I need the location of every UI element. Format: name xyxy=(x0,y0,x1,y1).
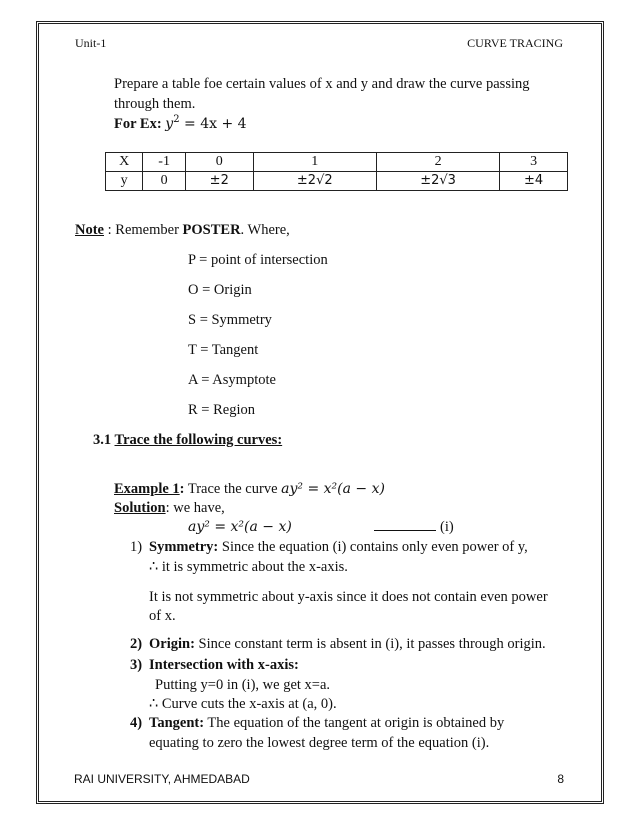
step-2-line: Origin: Since constant term is absent in (i), it passes through origin. xyxy=(149,636,546,652)
step-1-line: Symmetry: Since the equation (i) contains only even power of y, xyxy=(149,539,528,555)
solution-label: Solution xyxy=(114,500,166,516)
values-table xyxy=(105,152,568,191)
table-cell: ±2√3 xyxy=(376,172,499,191)
solution-line: Solution: we have, xyxy=(114,500,225,516)
step-2-number: 2) xyxy=(130,636,143,652)
step-4-line: Tangent: The equation of the tangent at origin is obtained by xyxy=(149,715,505,731)
table-cell: ±4 xyxy=(500,172,568,191)
intro-line-1: Prepare a table foe certain values of x and y and draw the curve passing xyxy=(114,76,530,92)
table-cell: 1 xyxy=(253,153,376,172)
example-line: Example 1: Trace the curve ay² = x²(a − x) xyxy=(114,481,385,497)
example-equation: ay² = x²(a − x) xyxy=(281,481,385,497)
step-1-conclusion: ∴ it is symmetric about the x-axis. xyxy=(149,559,348,575)
poster-item-r: R = Region xyxy=(188,402,255,418)
table-cell: 2 xyxy=(376,153,499,172)
step-1-para2-line1: It is not symmetric about y-axis since it does not contain even power xyxy=(149,589,548,605)
step-4-number: 4) xyxy=(130,715,143,731)
blank-line xyxy=(374,518,436,531)
step-1-title: Symmetry: xyxy=(149,539,219,555)
step-1-number: 1) xyxy=(130,539,143,555)
poster-item-s: S = Symmetry xyxy=(188,312,272,328)
poster-item-t: T = Tangent xyxy=(188,342,259,358)
step-1-para2-line2: of x. xyxy=(149,608,176,624)
note-line: Note : Remember POSTER. Where, xyxy=(75,222,290,238)
poster-item-a: A = Asymptote xyxy=(188,372,276,388)
table-cell: 0 xyxy=(185,153,253,172)
table-cell: ±2√2 xyxy=(253,172,376,191)
step-2-title: Origin: xyxy=(149,636,195,652)
poster-keyword: POSTER xyxy=(182,222,241,238)
header-unit: Unit-1 xyxy=(75,36,107,50)
for-example-label: For Ex: xyxy=(114,116,162,132)
table-cell: -1 xyxy=(143,153,186,172)
step-4-line-2: equating to zero the lowest degree term of the equation (i). xyxy=(149,735,490,751)
page-number: 8 xyxy=(557,772,564,786)
equation-i: ay² = x²(a − x) xyxy=(188,519,292,535)
for-example-line xyxy=(114,115,247,133)
table-cell: 0 xyxy=(143,172,186,191)
step-3-title: Intersection with x-axis: xyxy=(149,657,299,673)
intro-line-2: through them. xyxy=(114,96,196,112)
step-3-number: 3) xyxy=(130,657,143,673)
table-row-x xyxy=(106,153,568,172)
table-cell: y xyxy=(106,172,143,191)
table-cell: ±2 xyxy=(185,172,253,191)
table-row-y xyxy=(106,172,568,191)
example-label: Example 1 xyxy=(114,481,180,497)
step-4-title: Tangent: xyxy=(149,715,205,731)
note-label: Note xyxy=(75,222,104,238)
step-3-line-2: ∴ Curve cuts the x-axis at (a, 0). xyxy=(149,696,337,712)
step-3-line xyxy=(149,656,299,674)
table-cell: X xyxy=(106,153,143,172)
poster-item-o: O = Origin xyxy=(188,282,252,298)
footer-university: RAI UNIVERSITY, AHMEDABAD xyxy=(74,772,250,786)
step-3-line-1: Putting y=0 in (i), we get x=a. xyxy=(155,677,331,693)
equation-tag: (i) xyxy=(374,518,454,536)
poster-item-p: P = point of intersection xyxy=(188,252,328,268)
table-cell: 3 xyxy=(500,153,568,172)
section-title: Trace the following curves: xyxy=(114,432,283,448)
for-example-equation: $y^2 = 4x + 4$ xyxy=(165,114,247,132)
header-title: CURVE TRACING xyxy=(467,36,563,50)
section-heading: 3.1 Trace the following curves: xyxy=(93,432,283,448)
